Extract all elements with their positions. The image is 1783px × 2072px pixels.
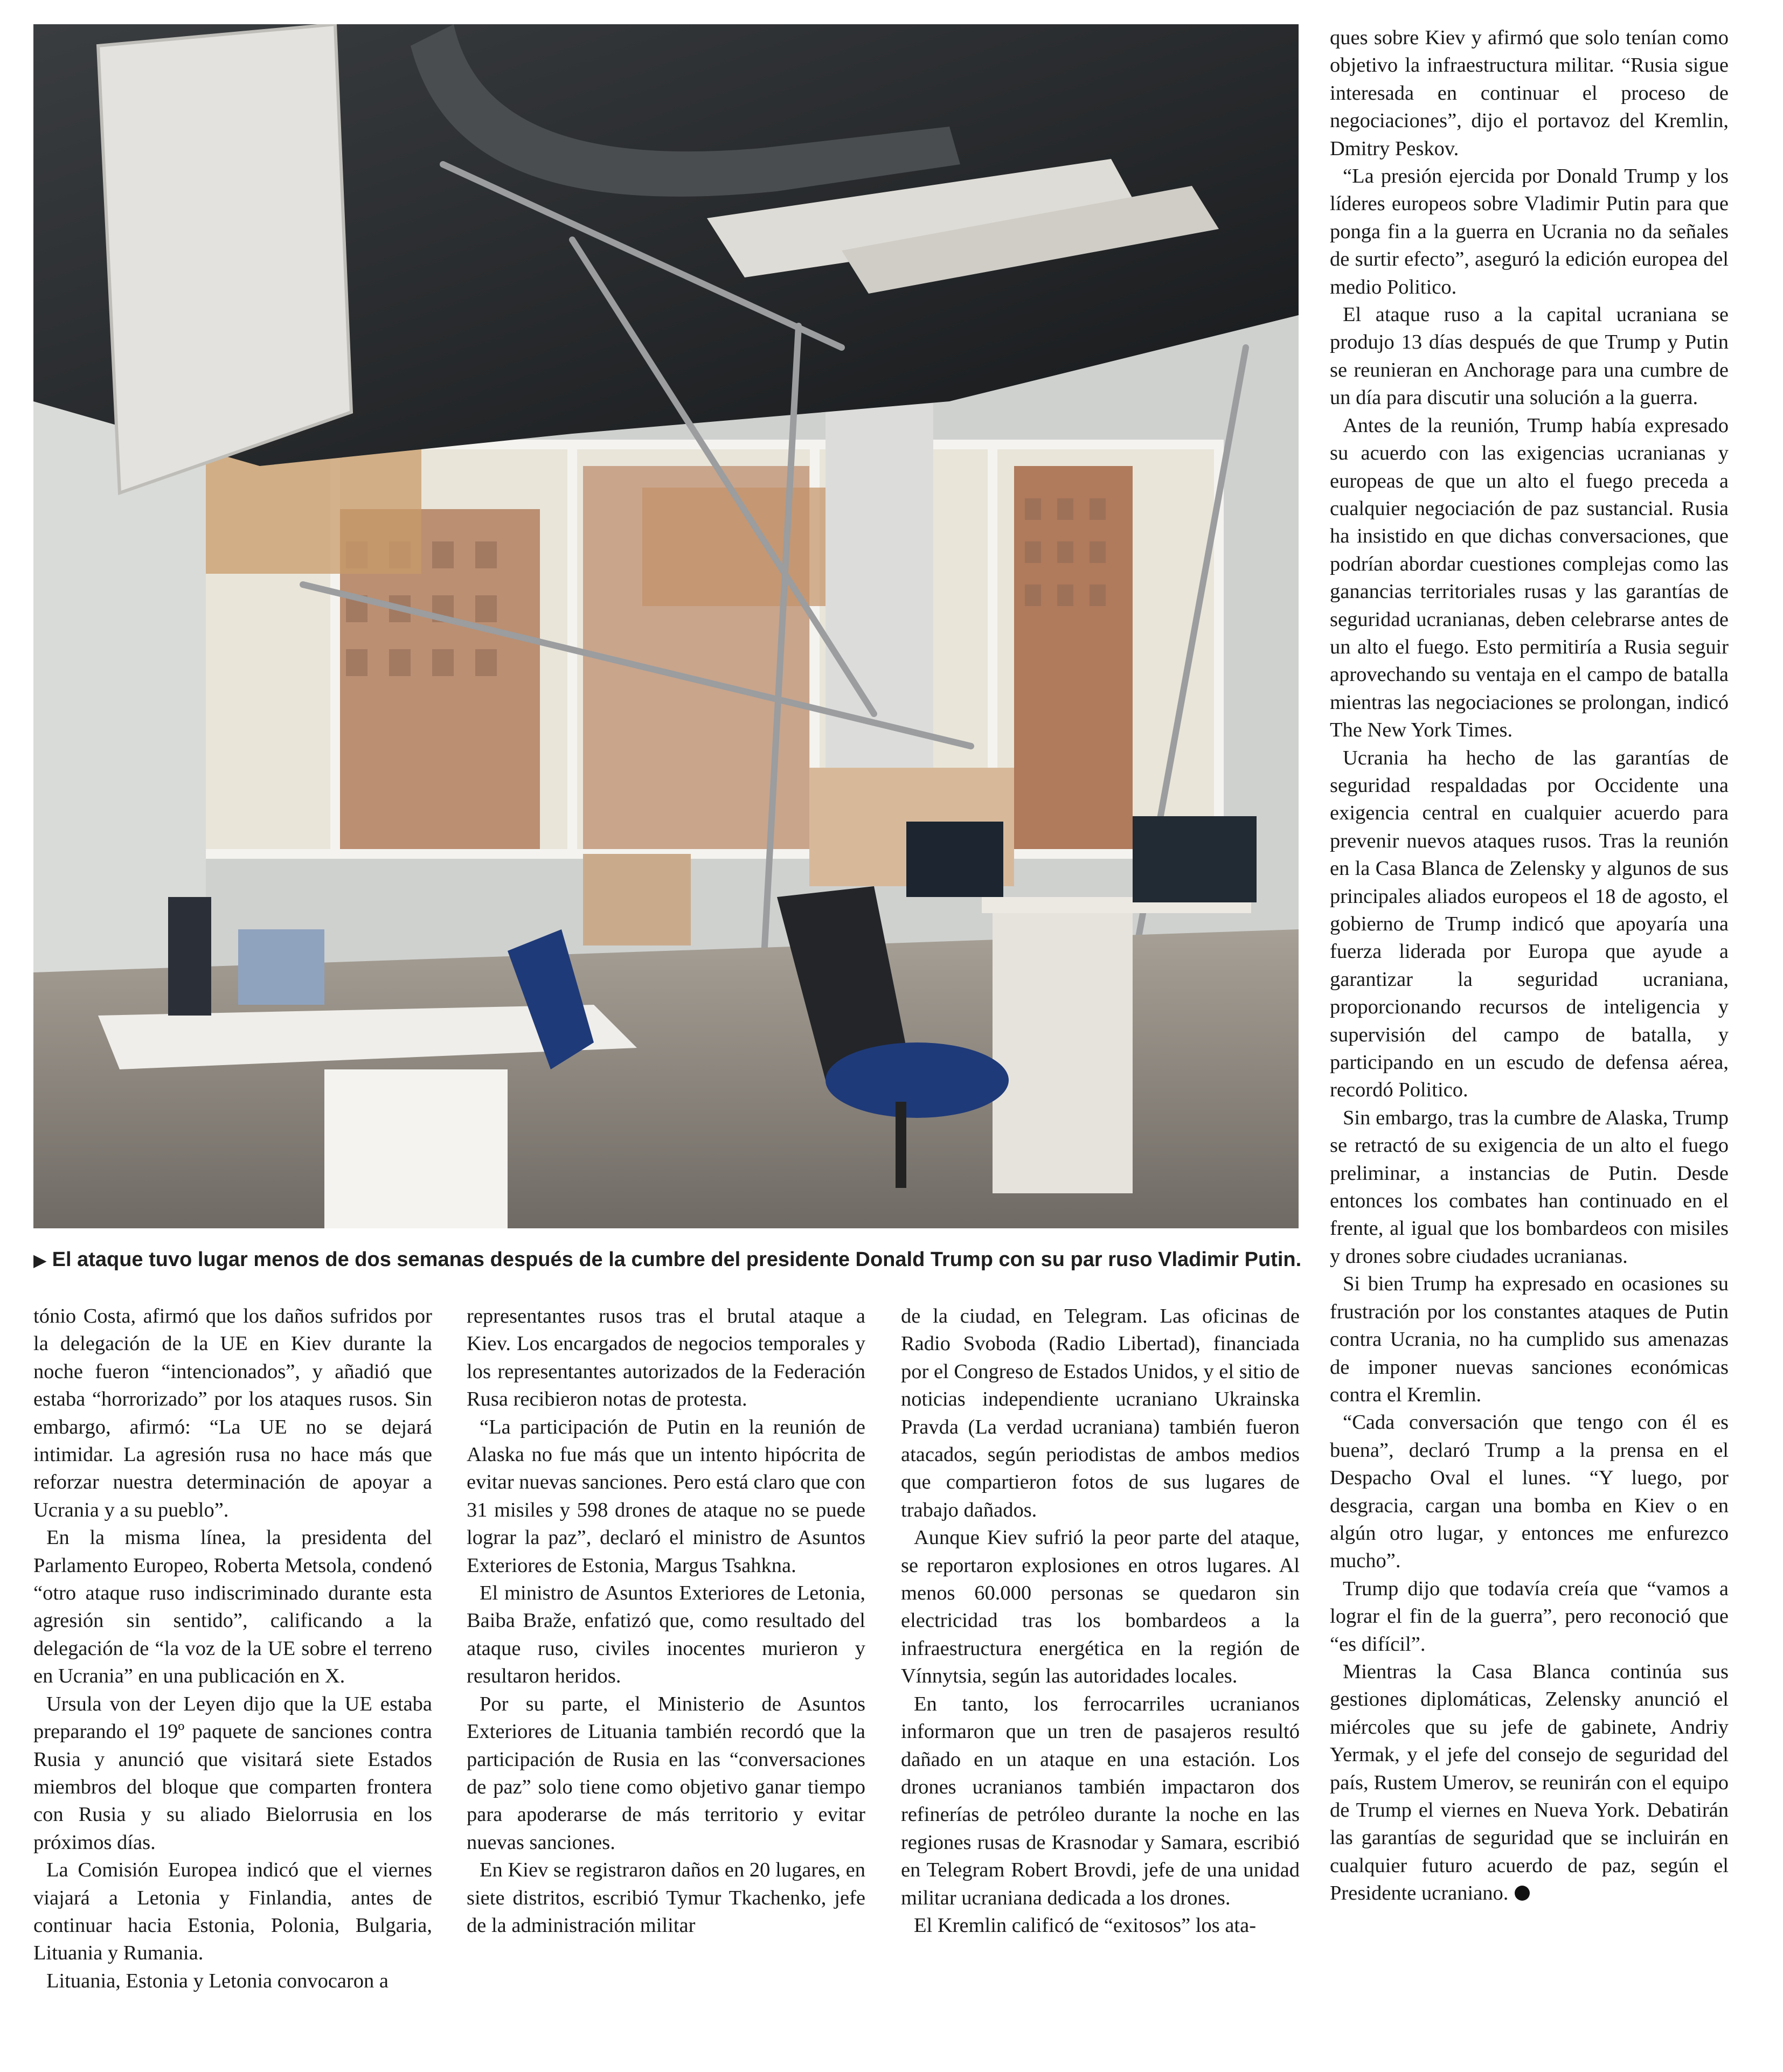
paragraph: Si bien Trump ha expresado en ocasiones su frustración por los constantes ataques de Putin contra Ucrania, no ha cumplido sus amenazas de imponer nuevas sanciones económicas contra el Kremlin. [1330,1273,1729,1406]
paragraph: “La participación de Putin en la reunión de Alaska no fue más que un intento hipócrita de evitar nuevas sanciones. Pero está claro que con 31 misiles y 598 drones de ataque no se puede lograr la paz”, declaró el ministro de Asuntos Exteriores de Estonia, Margus Tsahkna. [467,1415,865,1577]
article-column-2 [467,1303,865,1939]
article-column-4 [1330,24,1729,1908]
paragraph: de la ciudad, en Telegram. Las oficinas de Radio Svoboda (Radio Libertad), financiada por el Congreso de Estados Unidos, y el sitio de noticias independiente ucraniano Ukrainska Pravda (La verdad ucraniana) también fueron atacados, según periodistas de ambos medios que compartieron fotos de sus lugares de trabajo dañados. [901,1305,1300,1521]
last-paragraph [1330,1658,1729,1908]
paragraph: representantes rusos tras el brutal ataque a Kiev. Los encargados de negocios temporales y los representantes autorizados de la Federación Rusa recibieron notas de protesta. [467,1305,865,1411]
paragraph: El Kremlin calificó de “exitosos” los ata- [914,1914,1257,1937]
paragraph: “La presión ejercida por Donald Trump y los líderes europeos sobre Vladimir Putin para que ponga fin a la guerra en Ucrania no da señales de surtir efecto”, aseguró la edición europea del medio Politico. [1330,165,1729,298]
paragraph: Lituania, Estonia y Letonia convocaron a [46,1969,389,1992]
paragraph: En la misma línea, la presidenta del Parlamento Europeo, Roberta Metsola, condenó “otro ataque ruso indiscriminado durante esta agresión sin sentido”, calificando a la delegación de “la voz de la UE sobre el terreno en Ucrania” en una publicación en X. [33,1526,432,1688]
paragraph: Por su parte, el Ministerio de Asuntos Exteriores de Lituania también recordó que la participación de Rusia en las “conversaciones de paz” solo tiene como objetivo ganar tiempo para apoderarse de más territorio y evitar nuevas sanciones. [467,1692,865,1854]
paragraph: La Comisión Europea indicó que el viernes viajará a Letonia y Finlandia, antes de continuar hacia Estonia, Polonia, Bulgaria, Lituania y Rumania. [33,1859,432,1965]
paragraph: En tanto, los ferrocarriles ucranianos informaron que un tren de pasajeros resultó dañado en un ataque en una estación. Los drones ucranianos también impactaron dos refinerías de petróleo durante la noche en las regiones rusas de Krasnodar y Samara, escribió en Telegram Robert Brovdi, jefe de una unidad militar ucraniana dedicada a los drones. [901,1692,1300,1909]
paragraph: ques sobre Kiev y afirmó que solo tenían como objetivo la infraestructura militar. “Rusia sigue interesada en continuar el proceso de negociaciones”, dijo el portavoz del Kremlin, Dmitry Peskov. [1330,26,1729,160]
paragraph: Ucrania ha hecho de las garantías de seguridad respaldadas por Occidente una exigencia central en cualquier acuerdo para prevenir nuevos ataques rusos. Tras la reunión en la Casa Blanca de Zelensky y algunos de sus principales aliados europeos el 18 de agosto, el gobierno de Trump indicó que apoyaría una fuerza liderada por Europa que ayude a garantizar la seguridad ucraniana, proporcionando recursos de inteligencia y supervisión del campo de batalla, y participando en un escudo de defensa aérea, recordó Politico. [1330,746,1729,1102]
office-damage-illustration [33,24,1299,1228]
paragraph: Trump dijo que todavía creía que “vamos a lograr el fin de la guerra”, pero reconoció que “es difícil”. [1330,1577,1729,1656]
paragraph: Sin embargo, tras la cumbre de Alaska, Trump se retractó de su exigencia de un alto el fuego preliminar, a instancias de Putin. Desde entonces los combates han continuado en el frente, al igual que los bombardeos con misiles y drones sobre ciudades ucranianas. [1330,1106,1729,1268]
paragraph: tónio Costa, afirmó que los daños sufridos por la delegación de la UE en Kiev durante la noche fueron “intencionados”, y añadió que estaba “horrorizado” por los ataques rusos. Sin embargo, afirmó: “La UE no se dejará intimidar. La agresión rusa no hace más que reforzar nuestra determinación de apoyar a Ucrania y a su pueblo”. [33,1305,432,1521]
paragraph-text: Mientras la Casa Blanca continúa sus gestiones diplomáticas, Zelensky anunció el miércoles que su jefe de gabinete, Andriy Yermak, y el jefe del consejo de seguridad del país, Rustem Umerov, se reunirán con el equipo de Trump el viernes en Nueva York. Debatirán las garantías de seguridad que se incluirán en cualquier futuro acuerdo de paz, según el Presidente ucraniano. [1330,1660,1729,1905]
paragraph: El ministro de Asuntos Exteriores de Letonia, Baiba Braže, enfatizó que, como resultado del ataque ruso, civiles inocentes murieron y resultaron heridos. [467,1582,865,1688]
paragraph: El ataque ruso a la capital ucraniana se produjo 13 días después de que Trump y Putin se reunieran en Anchorage para una cumbre de un día para discutir una solución a la guerra. [1330,303,1729,409]
caption-marker: ▶ [33,1250,47,1270]
end-of-article-icon [1515,1886,1530,1901]
photo-caption [33,1239,1302,1280]
paragraph: En Kiev se registraron daños en 20 lugares, en siete distritos, escribió Tymur Tkachenko, jefe de la administración militar [467,1859,865,1937]
article-column-3 [901,1303,1300,1939]
paragraph: Aunque Kiev sufrió la peor parte del ataque, se reportaron explosiones en otros lugares. Al menos 60.000 personas se quedaron sin electricidad tras los bombardeos a la infraestructura energética en la región de Vínnytsia, según las autoridades locales. [901,1526,1300,1688]
caption-text: El ataque tuvo lugar menos de dos semanas después de la cumbre del presidente Donald Trump con su par ruso Vladimir Putin. [52,1248,1302,1271]
article-column-1 [33,1303,432,1995]
paragraph: Antes de la reunión, Trump había expresado su acuerdo con las exigencias ucranianas y europeas de que un alto el fuego preceda a cualquier negociación de paz sustancial. Rusia ha insistido en que dichas conversaciones, que podrían abordar cuestiones complejas como las ganancias territoriales rusas y las garantías de seguridad ucranianas, deben celebrarse antes de un alto el fuego. Esto permitiría a Rusia seguir aprovechando su ventaja en el campo de batalla mientras las negociaciones se prolongan, indicó The New York Times. [1330,414,1729,742]
paragraph: “Cada conversación que tengo con él es buena”, declaró Trump a la prensa en el Despacho Oval el lunes. “Y luego, por desgracia, cargan una bomba en Kiev o en algún otro lugar, y entonces me enfurezco mucho”. [1330,1411,1729,1573]
paragraph: Ursula von der Leyen dijo que la UE estaba preparando el 19º paquete de sanciones contra Rusia y anunció que visitará siete Estados miembros del bloque que comparten frontera con Rusia y su aliado Bielorrusia en los próximos días. [33,1692,432,1854]
article-photo [33,24,1299,1228]
